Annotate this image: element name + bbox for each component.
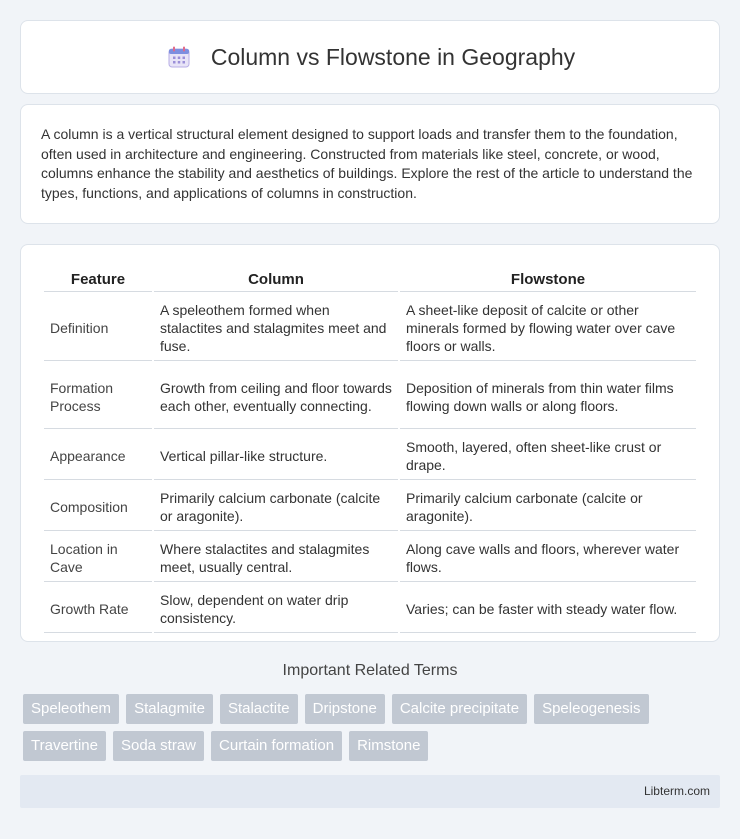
related-term-tag[interactable]: Speleogenesis	[534, 694, 648, 724]
table-cell-flowstone: Smooth, layered, often sheet-like crust or drape.	[400, 431, 696, 480]
related-terms-list	[23, 694, 723, 761]
intro-text: A column is a vertical structural element designed to support loads and transfer them to the foundation, often used in architecture and engineering. Constructed from materials like steel, concrete, or wood, columns enhance the stability and aesthetics of buildings. Explore the rest of the article to understand the types, functions, and applications of columns in construction.	[41, 126, 693, 201]
table-header-flowstone: Flowstone	[400, 265, 696, 292]
table-cell-column: A speleothem formed when stalactites and stalagmites meet and fuse.	[154, 294, 398, 361]
table-header-row	[44, 265, 696, 292]
table-cell-column: Slow, dependent on water drip consistency.	[154, 584, 398, 633]
related-term-tag[interactable]: Travertine	[23, 731, 106, 761]
table-cell-feature: Appearance	[44, 431, 152, 480]
table-cell-flowstone: Deposition of minerals from thin water films flowing down walls or along floors.	[400, 363, 696, 429]
table-cell-column: Growth from ceiling and floor towards each other, eventually connecting.	[154, 363, 398, 429]
footer	[20, 775, 720, 808]
related-term-tag[interactable]: Speleothem	[23, 694, 119, 724]
table-row	[44, 584, 696, 633]
table-cell-feature: Growth Rate	[44, 584, 152, 633]
table-cell-feature: Composition	[44, 482, 152, 531]
table-row	[44, 482, 696, 531]
related-term-tag[interactable]: Curtain formation	[211, 731, 342, 761]
comparison-table-card	[20, 244, 720, 642]
table-cell-feature: Formation Process	[44, 363, 152, 429]
table-row	[44, 294, 696, 361]
related-term-tag[interactable]: Calcite precipitate	[392, 694, 527, 724]
intro-card	[20, 104, 720, 224]
related-term-tag[interactable]: Soda straw	[113, 731, 204, 761]
table-cell-feature: Location in Cave	[44, 533, 152, 582]
table-row	[44, 533, 696, 582]
page-title: Column vs Flowstone in Geography	[210, 43, 576, 70]
related-term-tag[interactable]: Stalactite	[220, 694, 298, 724]
comparison-table	[42, 263, 698, 635]
table-cell-column: Primarily calcium carbonate (calcite or aragonite).	[154, 482, 398, 531]
table-cell-flowstone: Varies; can be faster with steady water flow.	[400, 584, 696, 633]
table-header-column: Column	[154, 265, 398, 292]
table-row	[44, 363, 696, 429]
header-card	[20, 20, 720, 94]
table-cell-flowstone: Along cave walls and floors, wherever water flows.	[400, 533, 696, 582]
table-cell-column: Vertical pillar-like structure.	[154, 431, 398, 480]
footer-site-link[interactable]: Libterm.com	[643, 784, 710, 798]
table-cell-flowstone: Primarily calcium carbonate (calcite or aragonite).	[400, 482, 696, 531]
related-terms-title: Important Related Terms	[282, 662, 458, 679]
related-term-tag[interactable]: Stalagmite	[126, 694, 213, 724]
table-header-feature: Feature	[44, 265, 152, 292]
table-cell-column: Where stalactites and stalagmites meet, usually central.	[154, 533, 398, 582]
table-cell-flowstone: A sheet-like deposit of calcite or other minerals formed by flowing water over cave floors or walls.	[400, 294, 696, 361]
related-term-tag[interactable]: Rimstone	[349, 731, 428, 761]
calendar-icon	[165, 43, 193, 71]
table-row	[44, 431, 696, 480]
related-term-tag[interactable]: Dripstone	[305, 694, 385, 724]
table-cell-feature: Definition	[44, 294, 152, 361]
